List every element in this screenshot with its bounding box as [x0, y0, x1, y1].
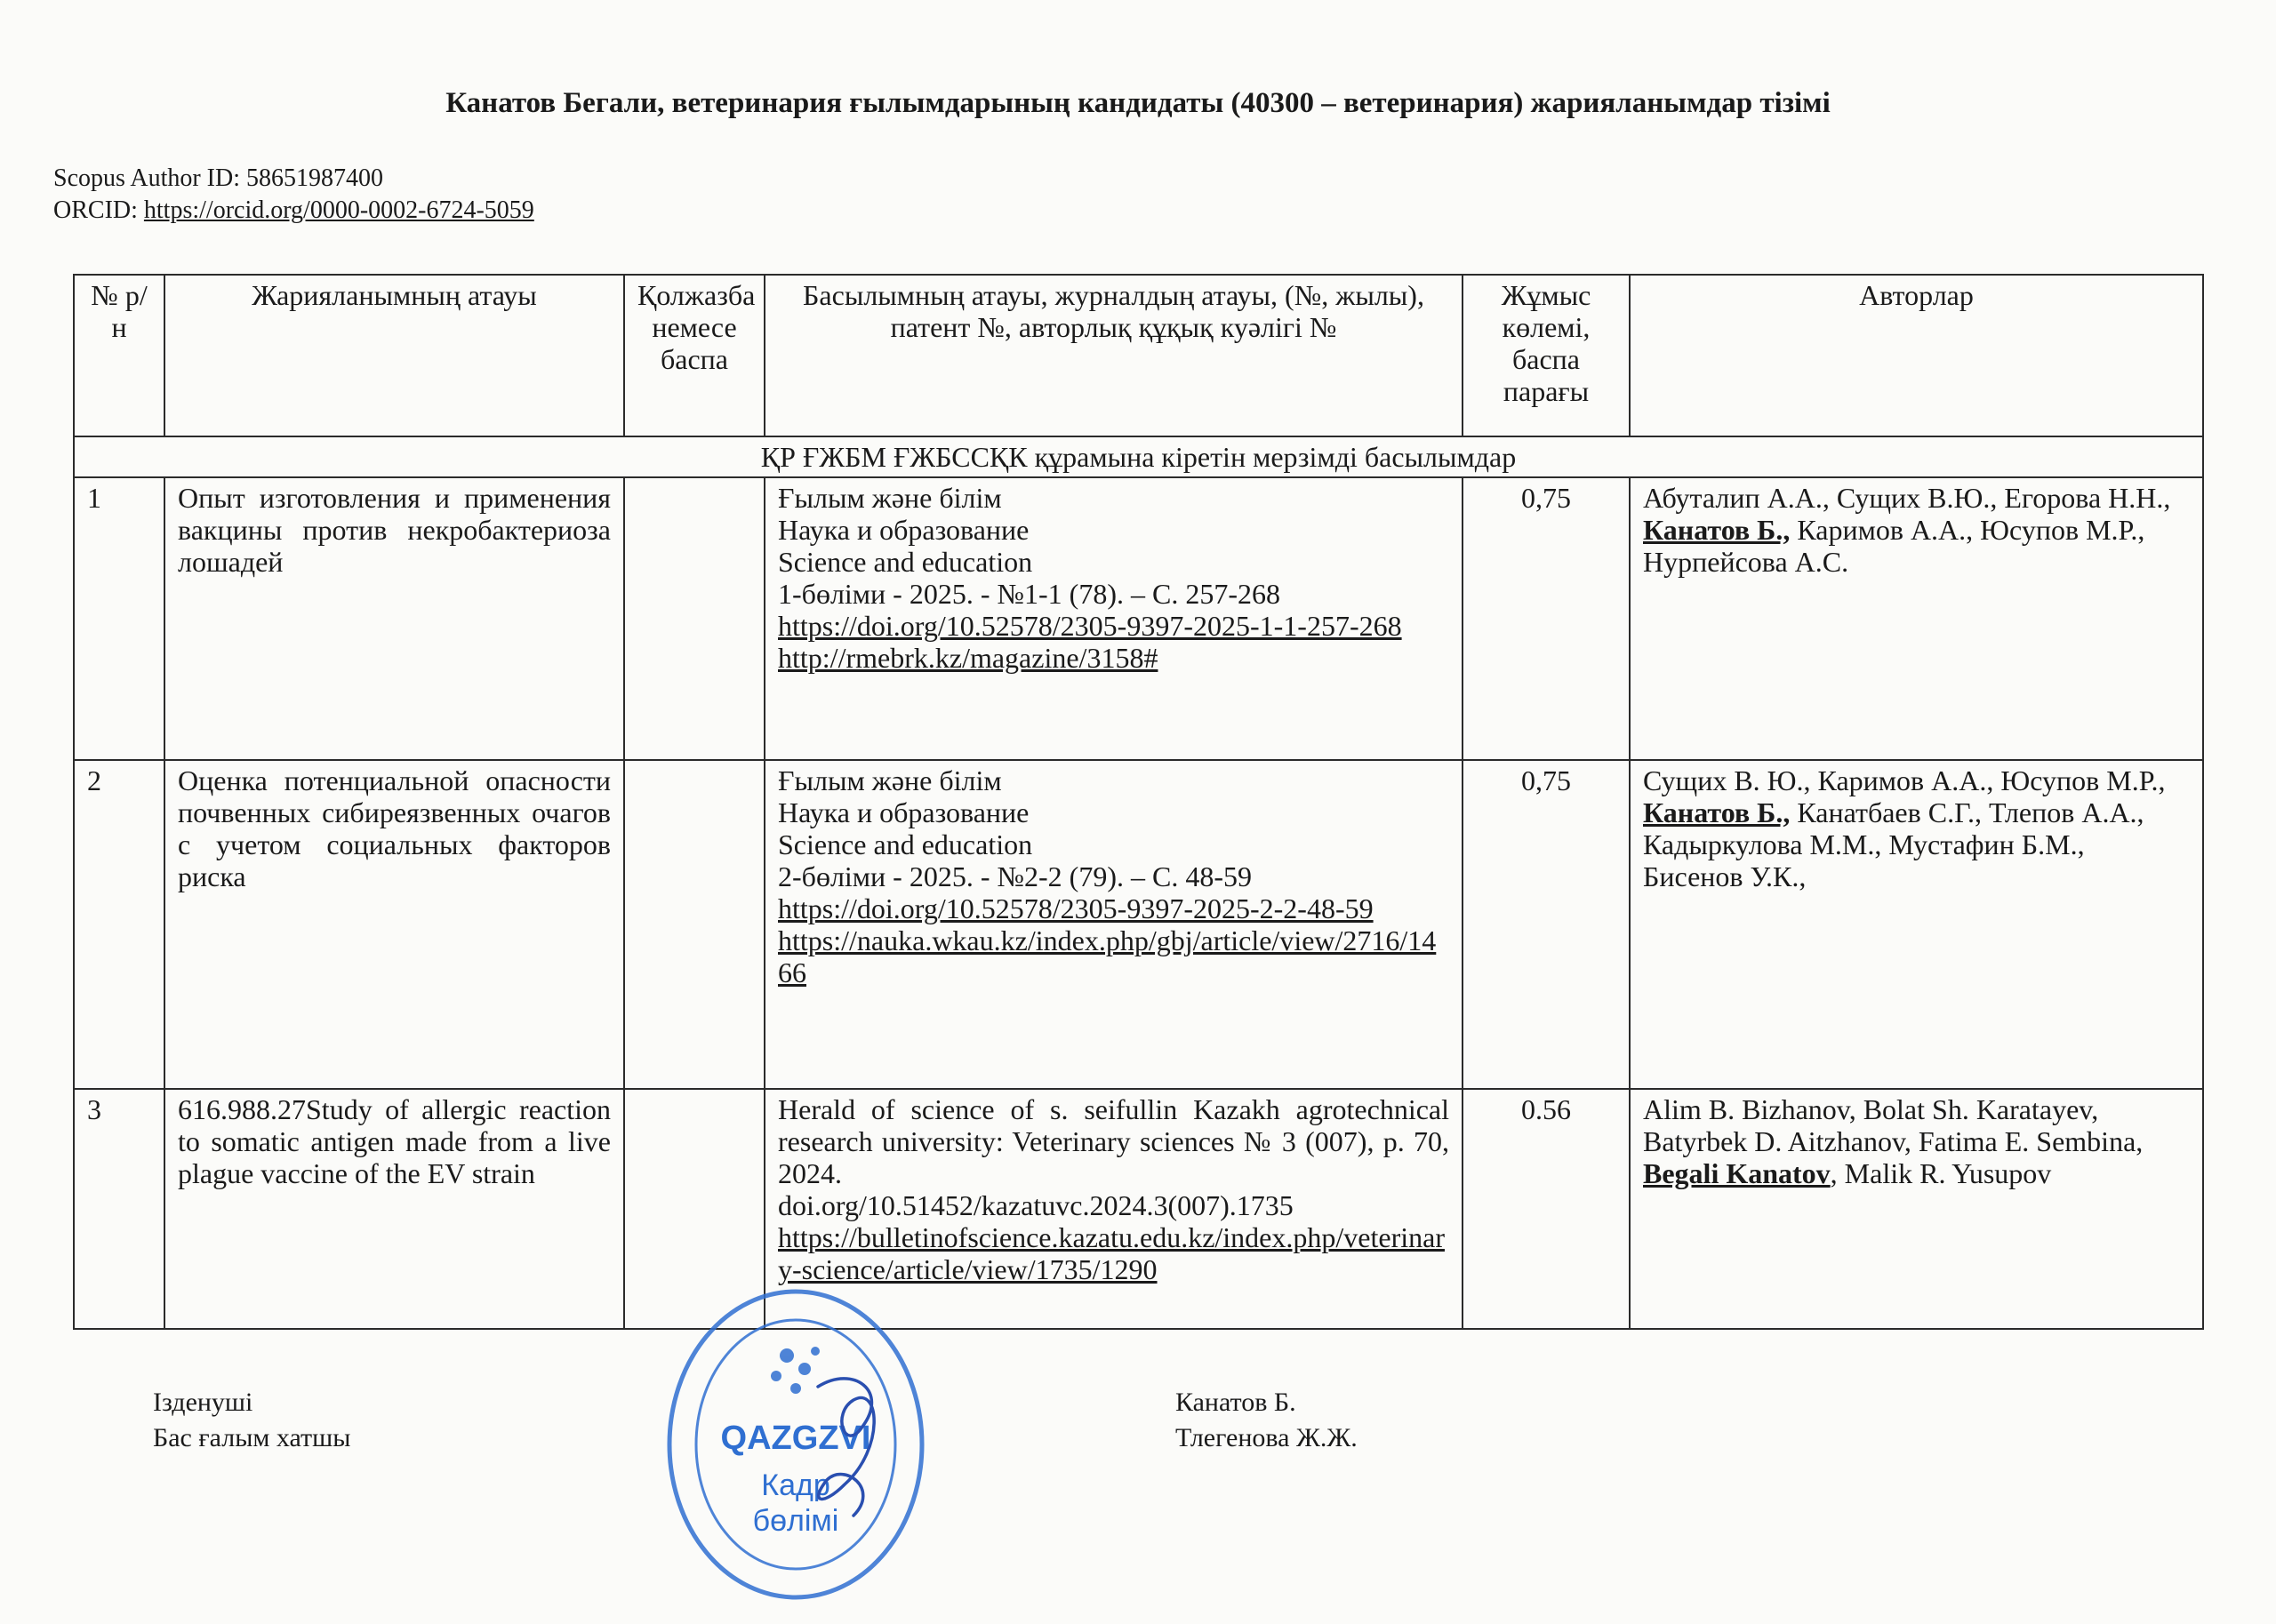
authors-list	[1630, 477, 2203, 760]
header-volume: Жұмыс көлемі, баспа парағы	[1463, 275, 1630, 436]
publication-source	[765, 760, 1463, 1089]
stamp-dept-line2: бөлімі	[752, 1504, 839, 1538]
header-form: Қолжазба немесе баспа	[624, 275, 765, 436]
footer-names	[1175, 1385, 1358, 1456]
publication-title: Оценка потенциальной опасности почвенных сибиреязвенных очагов с учетом социальных факторов риска	[164, 760, 624, 1089]
stamp-logo-text: QAZGZVI	[720, 1420, 871, 1457]
authors-text: Абуталип А.А., Сущих В.Ю., Егорова Н.Н.,	[1643, 482, 2171, 514]
source-link[interactable]: https://nauka.wkau.kz/index.php/gbj/article/view/2716/1466	[778, 924, 1437, 988]
official-stamp	[662, 1280, 929, 1618]
source-link[interactable]: https://bulletinofscience.kazatu.edu.kz/index.php/veterinary-science/article/view/1735/1290	[778, 1221, 1445, 1285]
header-source: Басылымның атауы, журналдың атауы, (№, жылы), патент №, авторлық құқық куәлігі №	[765, 275, 1463, 436]
section-row	[74, 436, 2203, 477]
work-volume: 0.56	[1463, 1089, 1630, 1329]
scopus-label: Scopus Author ID:	[53, 164, 240, 192]
footer-roles	[153, 1385, 350, 1456]
authors-text: Канатбаев С.Г., Тлепов А.А., Кадыркулова М.М., Мустафин Б.М., Бисенов У.К.,	[1643, 796, 2144, 892]
source-link[interactable]: http://rmebrk.kz/magazine/3158#	[778, 642, 1158, 674]
source-link[interactable]: https://doi.org/10.52578/2305-9397-2025-2-2-48-59	[778, 892, 1374, 924]
publication-source	[765, 477, 1463, 760]
header-num: № р/н	[74, 275, 164, 436]
scopus-value: 58651987400	[246, 164, 383, 192]
source-line: 2-бөліми - 2025. - №2-2 (79). – С. 48-59	[778, 860, 1252, 892]
authors-list	[1630, 760, 2203, 1089]
footer-name-applicant: Канатов Б.	[1175, 1388, 1296, 1417]
publication-form	[624, 760, 765, 1089]
table-row	[74, 1089, 2203, 1329]
orcid-label: ORCID:	[53, 196, 138, 224]
authors-text: Каримов А.А., Юсупов М.Р., Нурпейсова А.С.	[1643, 514, 2145, 578]
publication-title: 616.988.27Study of allergic reaction to somatic antigen made from a live plague vaccine of the EV strain	[164, 1089, 624, 1329]
publication-title: Опыт изготовления и применения вакцины против некробактериоза лошадей	[164, 477, 624, 760]
work-volume: 0,75	[1463, 760, 1630, 1089]
authors-text: Alim B. Bizhanov, Bolat Sh. Karatayev, Batyrbek D. Aitzhanov, Fatima E. Sembina,	[1643, 1093, 2144, 1157]
source-line: Ғылым және білім	[778, 764, 1002, 796]
authors-list	[1630, 1089, 2203, 1329]
footer-role-applicant: Ізденуші	[153, 1388, 253, 1417]
publication-form	[624, 477, 765, 760]
stamp-dept-line1: Кадр	[761, 1468, 830, 1502]
orcid-link[interactable]: https://orcid.org/0000-0002-6724-5059	[143, 196, 534, 224]
source-line: Наука и образование	[778, 514, 1030, 546]
publications-table	[73, 274, 2204, 1330]
highlighted-author: Канатов Б.,	[1643, 796, 1791, 828]
source-line: 1-бөліми - 2025. - №1-1 (78). – С. 257-268	[778, 578, 1280, 610]
table-row	[74, 760, 2203, 1089]
highlighted-author: Begali Kanatov	[1643, 1157, 1831, 1189]
source-line: Ғылым және білім	[778, 482, 1002, 514]
source-line: Science and education	[778, 546, 1033, 578]
molecule-icon	[771, 1347, 820, 1394]
source-line: Наука и образование	[778, 796, 1030, 828]
header-title: Жарияланымның атауы	[164, 275, 624, 436]
authors-text: , Malik R. Yusupov	[1830, 1157, 2052, 1189]
table-header-row	[74, 275, 2203, 436]
orcid-line	[53, 195, 534, 227]
row-number: 3	[74, 1089, 164, 1329]
source-line: Science and education	[778, 828, 1033, 860]
scopus-id-line	[53, 163, 383, 195]
work-volume: 0,75	[1463, 477, 1630, 760]
source-line: Herald of science of s. seifullin Kazakh agrotechnical research university: Veterinary sciences № 3 (007), p. 70, 2024.	[778, 1093, 1449, 1189]
highlighted-author: Канатов Б.,	[1643, 514, 1791, 546]
footer-name-secretary: Тлегенова Ж.Ж.	[1175, 1423, 1358, 1452]
authors-text: Сущих В. Ю., Каримов А.А., Юсупов М.Р.,	[1643, 764, 2166, 796]
header-authors: Авторлар	[1630, 275, 2203, 436]
page-title: Канатов Бегали, ветеринария ғылымдарының кандидаты (40300 – ветеринария) жарияланымдар тізімі	[445, 87, 1831, 119]
row-number: 2	[74, 760, 164, 1089]
section-title: ҚР ҒЖБМ ҒЖБССҚК құрамына кіретін мерзімді басылымдар	[74, 436, 2203, 477]
source-line: doi.org/10.51452/kazatuvc.2024.3(007).1735	[778, 1189, 1294, 1221]
footer-role-secretary: Бас ғалым хатшы	[153, 1423, 351, 1452]
row-number: 1	[74, 477, 164, 760]
source-link[interactable]: https://doi.org/10.52578/2305-9397-2025-1-1-257-268	[778, 610, 1402, 642]
table-row	[74, 477, 2203, 760]
